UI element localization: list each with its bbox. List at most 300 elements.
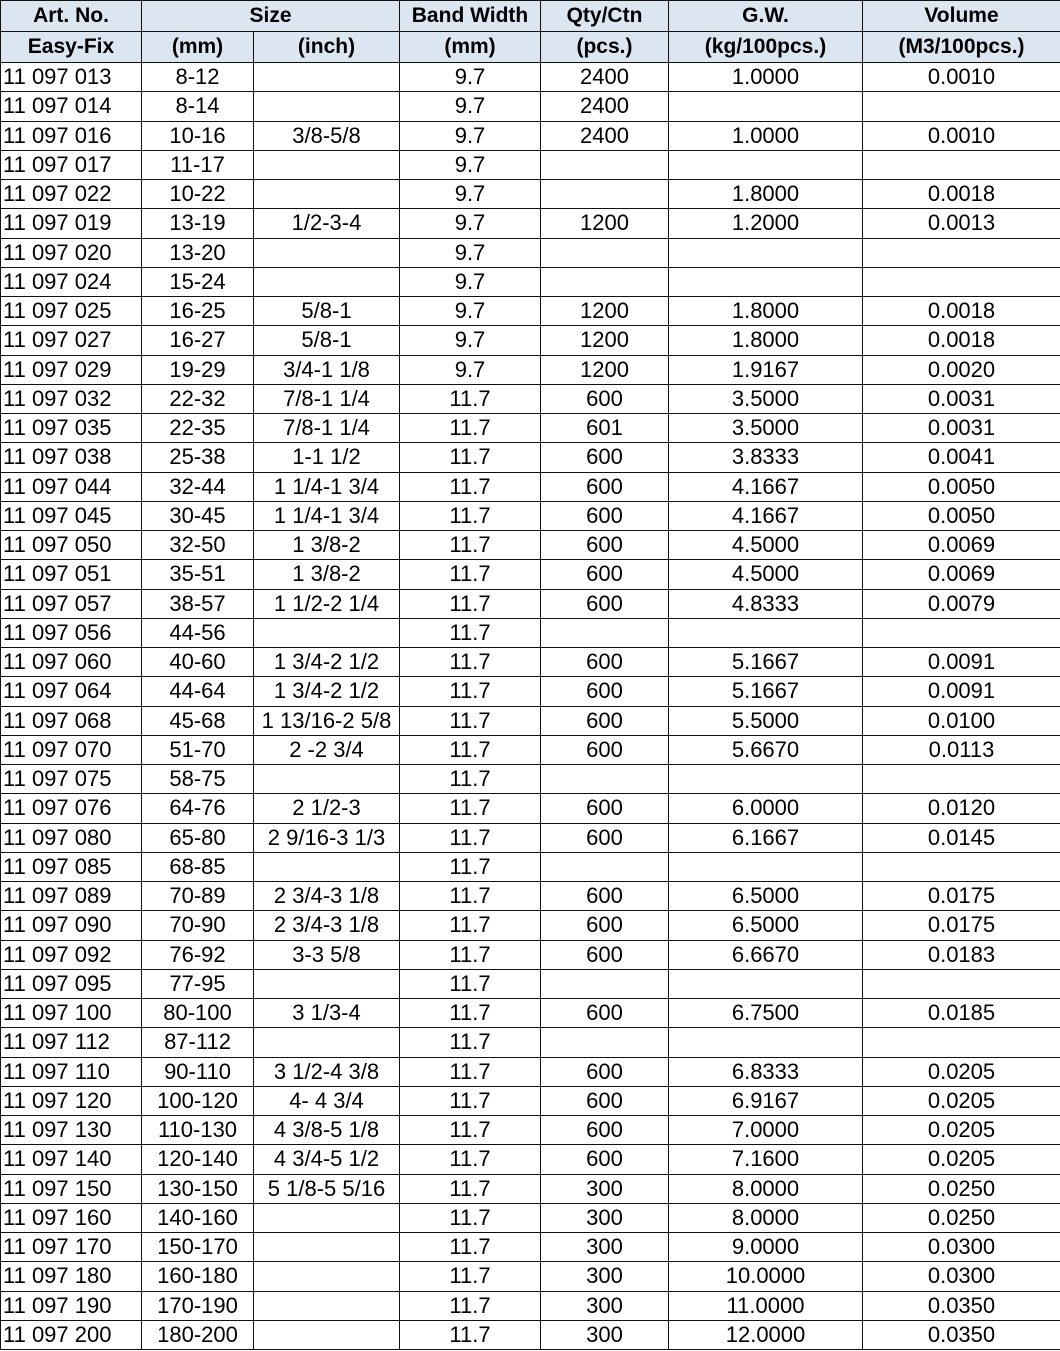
size-inch-cell (254, 150, 400, 179)
qty-cell: 600 (541, 589, 669, 618)
art-no-cell: 11 097 150 (1, 1174, 142, 1203)
band-width-cell: 11.7 (400, 1145, 541, 1174)
table-row (1, 443, 1060, 472)
size-inch-cell: 1 3/8-2 (254, 531, 400, 560)
table-row (1, 969, 1060, 998)
gw-cell: 5.1667 (669, 677, 863, 706)
size-mm-cell: 80-100 (142, 999, 254, 1028)
band-width-cell: 11.7 (400, 618, 541, 647)
size-mm-cell: 25-38 (142, 443, 254, 472)
volume-cell: 0.0069 (863, 560, 1060, 589)
size-inch-cell: 1 1/4-1 3/4 (254, 472, 400, 501)
band-width-cell: 11.7 (400, 1203, 541, 1232)
qty-cell: 600 (541, 999, 669, 1028)
qty-cell (541, 765, 669, 794)
size-inch-cell (254, 267, 400, 296)
band-width-cell: 11.7 (400, 589, 541, 618)
art-no-cell: 11 097 180 (1, 1262, 142, 1291)
gw-cell: 3.5000 (669, 414, 863, 443)
table-row (1, 501, 1060, 530)
table-row (1, 238, 1060, 267)
art-no-cell: 11 097 076 (1, 794, 142, 823)
size-mm-cell: 87-112 (142, 1028, 254, 1057)
gw-cell (669, 238, 863, 267)
qty-cell: 300 (541, 1233, 669, 1262)
band-width-cell: 11.7 (400, 560, 541, 589)
size-mm-cell: 170-190 (142, 1291, 254, 1320)
size-mm-cell: 130-150 (142, 1174, 254, 1203)
qty-cell: 300 (541, 1320, 669, 1349)
qty-cell (541, 618, 669, 647)
band-width-cell: 11.7 (400, 414, 541, 443)
volume-cell (863, 1028, 1060, 1057)
size-mm-cell: 100-120 (142, 1086, 254, 1115)
art-no-cell: 11 097 070 (1, 735, 142, 764)
art-no-cell: 11 097 092 (1, 940, 142, 969)
volume-cell: 0.0205 (863, 1057, 1060, 1086)
band-width-cell: 11.7 (400, 648, 541, 677)
size-inch-cell: 1 3/4-2 1/2 (254, 677, 400, 706)
gw-cell: 1.8000 (669, 297, 863, 326)
size-inch-cell: 5 1/8-5 5/16 (254, 1174, 400, 1203)
table-row (1, 1174, 1060, 1203)
volume-cell: 0.0041 (863, 443, 1060, 472)
gw-cell (669, 852, 863, 881)
art-no-cell: 11 097 170 (1, 1233, 142, 1262)
band-width-cell: 11.7 (400, 1086, 541, 1115)
size-inch-cell: 1 3/8-2 (254, 560, 400, 589)
volume-cell (863, 618, 1060, 647)
band-width-cell: 9.7 (400, 180, 541, 209)
qty-cell (541, 969, 669, 998)
table-row (1, 1116, 1060, 1145)
size-mm-cell: 8-12 (142, 63, 254, 92)
art-no-cell: 11 097 013 (1, 63, 142, 92)
header-easy-fix: Easy-Fix (1, 32, 142, 63)
size-mm-cell: 70-89 (142, 882, 254, 911)
volume-cell: 0.0350 (863, 1320, 1060, 1349)
gw-cell: 4.1667 (669, 472, 863, 501)
band-width-cell: 9.7 (400, 297, 541, 326)
table-row (1, 735, 1060, 764)
qty-cell (541, 852, 669, 881)
qty-cell: 300 (541, 1291, 669, 1320)
qty-cell: 601 (541, 414, 669, 443)
gw-cell (669, 1028, 863, 1057)
gw-cell: 1.8000 (669, 326, 863, 355)
band-width-cell: 11.7 (400, 823, 541, 852)
table-row (1, 384, 1060, 413)
header-inch: (inch) (254, 32, 400, 63)
size-inch-cell (254, 63, 400, 92)
gw-cell: 1.9167 (669, 355, 863, 384)
table-row (1, 63, 1060, 92)
qty-cell: 600 (541, 1145, 669, 1174)
art-no-cell: 11 097 051 (1, 560, 142, 589)
size-mm-cell: 51-70 (142, 735, 254, 764)
band-width-cell: 11.7 (400, 882, 541, 911)
size-mm-cell: 65-80 (142, 823, 254, 852)
header-volume-unit: (M3/100pcs.) (863, 32, 1060, 63)
table-row (1, 882, 1060, 911)
table-row (1, 1057, 1060, 1086)
table-row (1, 765, 1060, 794)
size-mm-cell: 32-50 (142, 531, 254, 560)
size-mm-cell: 180-200 (142, 1320, 254, 1349)
art-no-cell: 11 097 060 (1, 648, 142, 677)
size-inch-cell (254, 969, 400, 998)
volume-cell (863, 150, 1060, 179)
table-row (1, 180, 1060, 209)
table-row (1, 648, 1060, 677)
qty-cell: 600 (541, 1116, 669, 1145)
band-width-cell: 11.7 (400, 794, 541, 823)
qty-cell: 600 (541, 706, 669, 735)
size-mm-cell: 64-76 (142, 794, 254, 823)
band-width-cell: 11.7 (400, 852, 541, 881)
gw-cell: 6.5000 (669, 911, 863, 940)
art-no-cell: 11 097 029 (1, 355, 142, 384)
band-width-cell: 11.7 (400, 735, 541, 764)
volume-cell: 0.0013 (863, 209, 1060, 238)
header-volume: Volume (863, 1, 1060, 32)
size-inch-cell: 4 3/4-5 1/2 (254, 1145, 400, 1174)
gw-cell: 12.0000 (669, 1320, 863, 1349)
table-row (1, 794, 1060, 823)
table-row (1, 823, 1060, 852)
volume-cell: 0.0018 (863, 180, 1060, 209)
gw-cell: 4.5000 (669, 560, 863, 589)
size-inch-cell (254, 1233, 400, 1262)
volume-cell: 0.0205 (863, 1086, 1060, 1115)
header-qty-unit: (pcs.) (541, 32, 669, 63)
table-row (1, 618, 1060, 647)
size-mm-cell: 22-32 (142, 384, 254, 413)
table-row (1, 531, 1060, 560)
gw-cell: 4.5000 (669, 531, 863, 560)
qty-cell: 600 (541, 443, 669, 472)
art-no-cell: 11 097 068 (1, 706, 142, 735)
table-row (1, 911, 1060, 940)
art-no-cell: 11 097 090 (1, 911, 142, 940)
size-mm-cell: 44-56 (142, 618, 254, 647)
band-width-cell: 11.7 (400, 1057, 541, 1086)
size-mm-cell: 32-44 (142, 472, 254, 501)
size-mm-cell: 13-19 (142, 209, 254, 238)
band-width-cell: 9.7 (400, 92, 541, 121)
table-row (1, 1233, 1060, 1262)
header-mm: (mm) (142, 32, 254, 63)
band-width-cell: 9.7 (400, 150, 541, 179)
volume-cell: 0.0175 (863, 911, 1060, 940)
volume-cell (863, 238, 1060, 267)
band-width-cell: 11.7 (400, 969, 541, 998)
table-row (1, 92, 1060, 121)
volume-cell: 0.0031 (863, 384, 1060, 413)
band-width-cell: 11.7 (400, 384, 541, 413)
gw-cell (669, 150, 863, 179)
qty-cell: 600 (541, 501, 669, 530)
header-size: Size (142, 1, 400, 32)
gw-cell: 10.0000 (669, 1262, 863, 1291)
table-row (1, 1145, 1060, 1174)
gw-cell: 11.0000 (669, 1291, 863, 1320)
art-no-cell: 11 097 130 (1, 1116, 142, 1145)
size-mm-cell: 110-130 (142, 1116, 254, 1145)
volume-cell: 0.0091 (863, 648, 1060, 677)
size-mm-cell: 35-51 (142, 560, 254, 589)
gw-cell: 9.0000 (669, 1233, 863, 1262)
size-inch-cell: 3 1/3-4 (254, 999, 400, 1028)
size-mm-cell: 13-20 (142, 238, 254, 267)
qty-cell: 600 (541, 648, 669, 677)
volume-cell (863, 765, 1060, 794)
band-width-cell: 9.7 (400, 267, 541, 296)
volume-cell: 0.0100 (863, 706, 1060, 735)
volume-cell: 0.0010 (863, 121, 1060, 150)
qty-cell: 600 (541, 531, 669, 560)
table-row (1, 940, 1060, 969)
header-qty: Qty/Ctn (541, 1, 669, 32)
volume-cell (863, 267, 1060, 296)
gw-cell: 1.2000 (669, 209, 863, 238)
band-width-cell: 11.7 (400, 472, 541, 501)
qty-cell: 600 (541, 735, 669, 764)
size-inch-cell (254, 180, 400, 209)
art-no-cell: 11 097 017 (1, 150, 142, 179)
size-inch-cell: 7/8-1 1/4 (254, 384, 400, 413)
table-row (1, 472, 1060, 501)
header-row-2 (1, 32, 1060, 63)
band-width-cell: 9.7 (400, 63, 541, 92)
size-inch-cell: 2 3/4-3 1/8 (254, 882, 400, 911)
art-no-cell: 11 097 019 (1, 209, 142, 238)
band-width-cell: 9.7 (400, 209, 541, 238)
size-mm-cell: 77-95 (142, 969, 254, 998)
volume-cell: 0.0300 (863, 1233, 1060, 1262)
gw-cell: 1.8000 (669, 180, 863, 209)
size-mm-cell: 16-27 (142, 326, 254, 355)
gw-cell: 4.1667 (669, 501, 863, 530)
size-mm-cell: 76-92 (142, 940, 254, 969)
size-mm-cell: 68-85 (142, 852, 254, 881)
gw-cell: 6.8333 (669, 1057, 863, 1086)
gw-cell: 7.1600 (669, 1145, 863, 1174)
band-width-cell: 11.7 (400, 1028, 541, 1057)
band-width-cell: 9.7 (400, 121, 541, 150)
volume-cell: 0.0120 (863, 794, 1060, 823)
band-width-cell: 11.7 (400, 677, 541, 706)
band-width-cell: 11.7 (400, 999, 541, 1028)
size-inch-cell: 2 -2 3/4 (254, 735, 400, 764)
size-mm-cell: 44-64 (142, 677, 254, 706)
volume-cell: 0.0113 (863, 735, 1060, 764)
volume-cell: 0.0020 (863, 355, 1060, 384)
qty-cell: 600 (541, 823, 669, 852)
size-inch-cell: 2 3/4-3 1/8 (254, 911, 400, 940)
volume-cell: 0.0079 (863, 589, 1060, 618)
table-row (1, 150, 1060, 179)
table-row (1, 209, 1060, 238)
band-width-cell: 11.7 (400, 443, 541, 472)
header-band-width: Band Width (400, 1, 541, 32)
table-row (1, 267, 1060, 296)
size-inch-cell: 1 3/4-2 1/2 (254, 648, 400, 677)
art-no-cell: 11 097 085 (1, 852, 142, 881)
volume-cell: 0.0031 (863, 414, 1060, 443)
art-no-cell: 11 097 080 (1, 823, 142, 852)
size-inch-cell (254, 92, 400, 121)
volume-cell: 0.0300 (863, 1262, 1060, 1291)
band-width-cell: 11.7 (400, 940, 541, 969)
table-row (1, 355, 1060, 384)
table-row (1, 414, 1060, 443)
table-row (1, 852, 1060, 881)
volume-cell: 0.0018 (863, 297, 1060, 326)
qty-cell: 2400 (541, 92, 669, 121)
art-no-cell: 11 097 100 (1, 999, 142, 1028)
art-no-cell: 11 097 160 (1, 1203, 142, 1232)
size-inch-cell (254, 1262, 400, 1291)
size-inch-cell: 1/2-3-4 (254, 209, 400, 238)
size-mm-cell: 10-22 (142, 180, 254, 209)
table-row (1, 121, 1060, 150)
band-width-cell: 11.7 (400, 765, 541, 794)
size-mm-cell: 160-180 (142, 1262, 254, 1291)
gw-cell (669, 765, 863, 794)
table-row (1, 1262, 1060, 1291)
art-no-cell: 11 097 140 (1, 1145, 142, 1174)
art-no-cell: 11 097 200 (1, 1320, 142, 1349)
volume-cell (863, 92, 1060, 121)
size-inch-cell: 3/4-1 1/8 (254, 355, 400, 384)
band-width-cell: 9.7 (400, 355, 541, 384)
table-row (1, 326, 1060, 355)
volume-cell: 0.0018 (863, 326, 1060, 355)
volume-cell: 0.0185 (863, 999, 1060, 1028)
size-inch-cell (254, 1291, 400, 1320)
art-no-cell: 11 097 057 (1, 589, 142, 618)
art-no-cell: 11 097 024 (1, 267, 142, 296)
art-no-cell: 11 097 016 (1, 121, 142, 150)
size-inch-cell (254, 852, 400, 881)
volume-cell: 0.0175 (863, 882, 1060, 911)
size-inch-cell (254, 238, 400, 267)
band-width-cell: 11.7 (400, 1262, 541, 1291)
gw-cell: 3.5000 (669, 384, 863, 413)
size-inch-cell (254, 1320, 400, 1349)
art-no-cell: 11 097 095 (1, 969, 142, 998)
size-mm-cell: 45-68 (142, 706, 254, 735)
table-row (1, 1028, 1060, 1057)
art-no-cell: 11 097 014 (1, 92, 142, 121)
gw-cell: 5.5000 (669, 706, 863, 735)
gw-cell: 6.9167 (669, 1086, 863, 1115)
header-gw: G.W. (669, 1, 863, 32)
gw-cell (669, 969, 863, 998)
size-inch-cell: 2 1/2-3 (254, 794, 400, 823)
size-mm-cell: 15-24 (142, 267, 254, 296)
gw-cell: 8.0000 (669, 1174, 863, 1203)
qty-cell: 300 (541, 1203, 669, 1232)
size-mm-cell: 30-45 (142, 501, 254, 530)
table-row (1, 589, 1060, 618)
art-no-cell: 11 097 045 (1, 501, 142, 530)
size-inch-cell: 7/8-1 1/4 (254, 414, 400, 443)
size-inch-cell: 2 9/16-3 1/3 (254, 823, 400, 852)
art-no-cell: 11 097 032 (1, 384, 142, 413)
band-width-cell: 11.7 (400, 1291, 541, 1320)
qty-cell (541, 238, 669, 267)
gw-cell: 5.1667 (669, 648, 863, 677)
gw-cell: 7.0000 (669, 1116, 863, 1145)
qty-cell: 600 (541, 560, 669, 589)
size-inch-cell: 3 1/2-4 3/8 (254, 1057, 400, 1086)
volume-cell: 0.0145 (863, 823, 1060, 852)
qty-cell (541, 267, 669, 296)
size-mm-cell: 19-29 (142, 355, 254, 384)
header-gw-unit: (kg/100pcs.) (669, 32, 863, 63)
size-mm-cell: 58-75 (142, 765, 254, 794)
art-no-cell: 11 097 110 (1, 1057, 142, 1086)
qty-cell: 600 (541, 677, 669, 706)
gw-cell: 1.0000 (669, 121, 863, 150)
qty-cell: 600 (541, 384, 669, 413)
art-no-cell: 11 097 025 (1, 297, 142, 326)
size-inch-cell (254, 1203, 400, 1232)
qty-cell: 300 (541, 1262, 669, 1291)
qty-cell: 600 (541, 1086, 669, 1115)
band-width-cell: 11.7 (400, 501, 541, 530)
qty-cell (541, 150, 669, 179)
band-width-cell: 9.7 (400, 326, 541, 355)
size-mm-cell: 11-17 (142, 150, 254, 179)
qty-cell: 1200 (541, 355, 669, 384)
size-mm-cell: 8-14 (142, 92, 254, 121)
size-mm-cell: 140-160 (142, 1203, 254, 1232)
size-mm-cell: 70-90 (142, 911, 254, 940)
size-inch-cell: 4 3/8-5 1/8 (254, 1116, 400, 1145)
gw-cell: 6.6670 (669, 940, 863, 969)
gw-cell: 5.6670 (669, 735, 863, 764)
table-row (1, 560, 1060, 589)
volume-cell (863, 852, 1060, 881)
volume-cell: 0.0050 (863, 501, 1060, 530)
band-width-cell: 11.7 (400, 1174, 541, 1203)
volume-cell: 0.0069 (863, 531, 1060, 560)
qty-cell: 600 (541, 472, 669, 501)
table-row (1, 999, 1060, 1028)
art-no-cell: 11 097 120 (1, 1086, 142, 1115)
size-inch-cell: 4- 4 3/4 (254, 1086, 400, 1115)
size-mm-cell: 40-60 (142, 648, 254, 677)
qty-cell: 600 (541, 940, 669, 969)
size-inch-cell: 1 1/4-1 3/4 (254, 501, 400, 530)
band-width-cell: 11.7 (400, 1320, 541, 1349)
qty-cell (541, 1028, 669, 1057)
band-width-cell: 11.7 (400, 911, 541, 940)
size-mm-cell: 90-110 (142, 1057, 254, 1086)
table-row (1, 1086, 1060, 1115)
qty-cell (541, 180, 669, 209)
qty-cell: 1200 (541, 326, 669, 355)
size-inch-cell: 5/8-1 (254, 326, 400, 355)
art-no-cell: 11 097 038 (1, 443, 142, 472)
size-inch-cell (254, 1028, 400, 1057)
art-no-cell: 11 097 112 (1, 1028, 142, 1057)
gw-cell: 3.8333 (669, 443, 863, 472)
art-no-cell: 11 097 050 (1, 531, 142, 560)
